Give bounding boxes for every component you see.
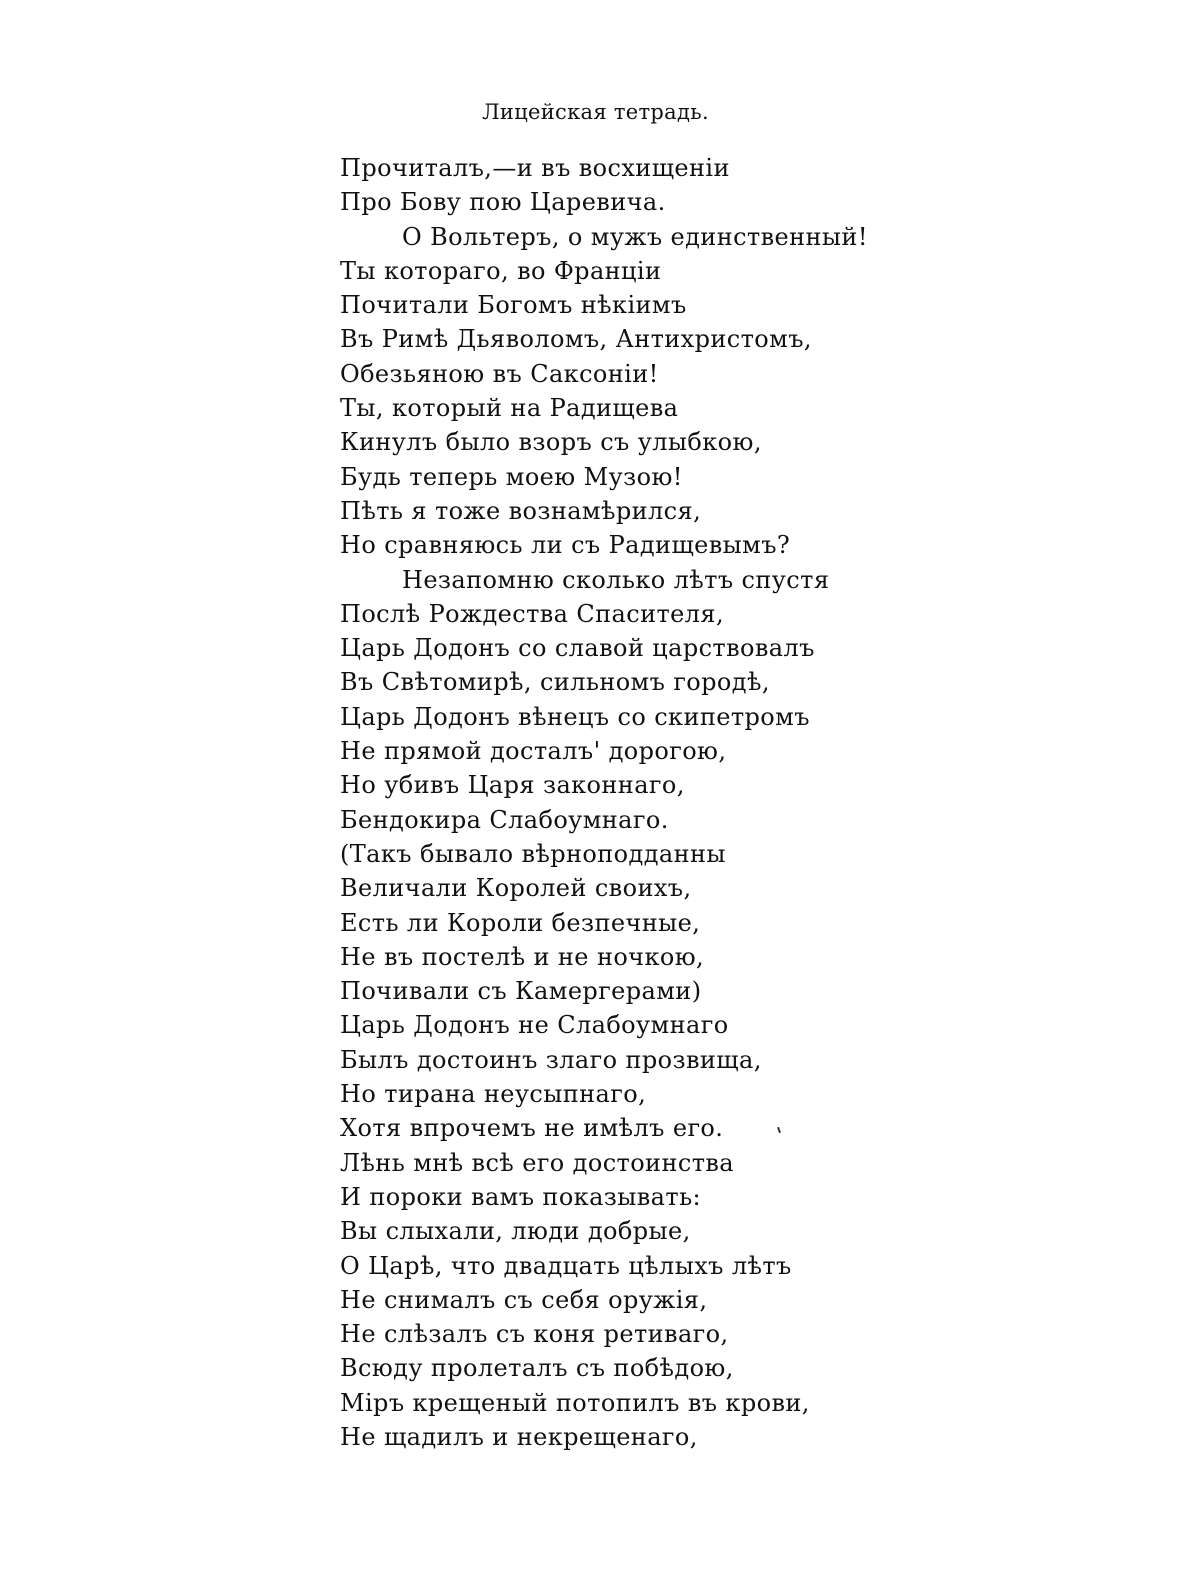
poem-line: О Царѣ, что двадцать цѣлыхъ лѣтъ	[340, 1251, 792, 1280]
poem-text	[340, 151, 868, 1454]
poem-line: Былъ достоинъ злаго прозвища,	[340, 1045, 762, 1074]
poem-line: Прочиталъ,—и въ восхищеніи	[340, 154, 730, 182]
poem-line: Лѣнь мнѣ всѣ его достоинства	[340, 1148, 734, 1177]
poem-line: Не щадилъ и некрещенаго,	[340, 1422, 698, 1451]
poem-line: Будь теперь моею Музою!	[340, 462, 683, 491]
poem-line: Царь Додонъ не Слабоумнаго	[340, 1011, 729, 1040]
poem-line: Ты котораго, во Франціи	[340, 256, 662, 285]
poem-line: Въ Римѣ Дьяволомъ, Антихристомъ,	[340, 325, 812, 354]
poem-line: Бендокира Слабоумнаго.	[340, 805, 669, 834]
running-header: Лицейская тетрадь.	[482, 100, 709, 124]
poem-line: Но убивъ Царя законнаго,	[340, 771, 685, 800]
poem-line: И пороки вамъ показывать:	[340, 1182, 702, 1211]
poem-line: Не слѣзалъ съ коня ретиваго,	[340, 1320, 729, 1349]
poem-line: Царь Додонъ со славой царствовалъ	[340, 634, 815, 663]
poem-line: Въ Свѣтомирѣ, сильномъ городѣ,	[340, 668, 770, 697]
poem-line: Про Бову пою Царевича.	[340, 188, 666, 217]
poem-line: Царь Додонъ вѣнецъ со скипетромъ	[340, 702, 810, 731]
poem-line: Но тирана неусыпнаго,	[340, 1080, 647, 1109]
poem-line: Ты, который на Радищева	[340, 394, 679, 423]
poem-line: Хотя впрочемъ не имѣлъ его.	[340, 1114, 724, 1143]
poem-line: Величали Королей своихъ,	[340, 874, 692, 903]
poem-line: Не снималъ съ себя оружія,	[340, 1285, 708, 1314]
poem-line: Не прямой досталъ' дорогою,	[340, 737, 727, 766]
poem-line: Вы слыхали, люди добрые,	[340, 1217, 691, 1246]
poem-line: Почивали съ Камергерами)	[340, 977, 702, 1006]
poem-line: Незапомню сколько лѣтъ спустя	[402, 565, 830, 594]
poem-line: Не въ постелѣ и не ночкою,	[340, 942, 705, 971]
poem-line: Почитали Богомъ нѣкіимъ	[340, 291, 687, 320]
poem-line: О Вольтеръ, о мужъ единственный!	[402, 222, 868, 251]
poem-line: Обезьяною въ Саксоніи!	[340, 359, 659, 388]
poem-line: Всюду пролеталъ съ побѣдою,	[340, 1354, 734, 1383]
poem-line: Міръ крещеный потопилъ въ крови,	[340, 1388, 810, 1417]
poem-line: Есть ли Короли безпечные,	[340, 908, 701, 937]
poem-line: (Такъ бывало вѣрноподданны	[340, 839, 726, 868]
poem-line: Но сравняюсь ли съ Радищевымъ?	[340, 531, 791, 560]
poem-line: Послѣ Рождества Спасителя,	[340, 599, 724, 628]
poem-line: Пѣть я тоже вознамѣрился,	[340, 496, 702, 525]
poem-line: Кинулъ было взоръ съ улыбкою,	[340, 428, 762, 457]
